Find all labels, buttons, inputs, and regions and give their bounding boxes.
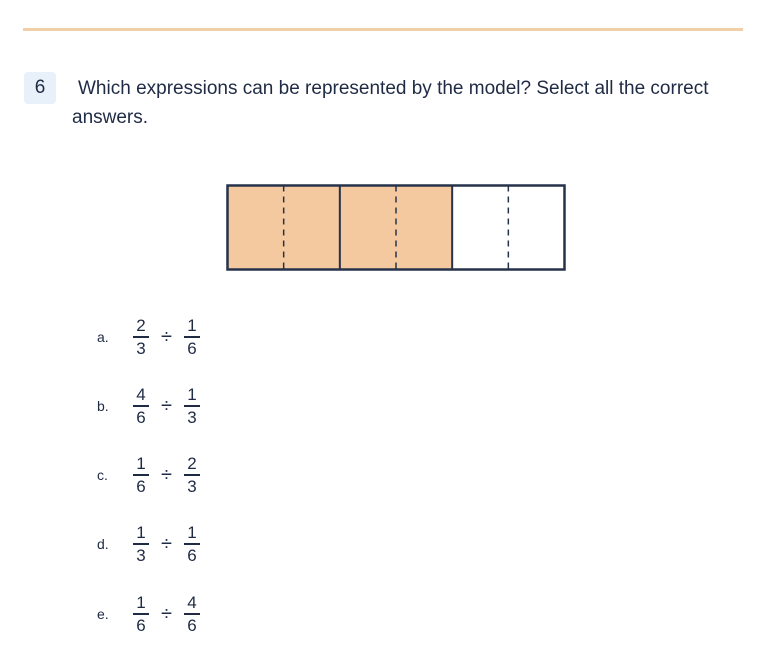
shaded-part: [340, 186, 396, 270]
left-fraction: [131, 317, 151, 357]
numerator: 2: [136, 316, 146, 336]
fraction-bar: [133, 474, 149, 476]
question-number: 6: [24, 72, 56, 104]
division-sign: ÷: [161, 325, 172, 348]
right-fraction: [182, 455, 202, 495]
option-letter: b.: [97, 398, 109, 414]
option-letter: e.: [97, 606, 109, 622]
numerator: 1: [187, 385, 197, 405]
option-c[interactable]: [97, 455, 202, 495]
shaded-part: [284, 186, 340, 270]
shaded-part: [396, 186, 452, 270]
denominator: 6: [136, 615, 146, 635]
left-fraction: [131, 386, 151, 426]
option-b[interactable]: [97, 386, 202, 426]
fraction-bar: [184, 613, 200, 615]
right-fraction: [182, 317, 202, 357]
numerator: 1: [187, 316, 197, 336]
numerator: 1: [136, 593, 146, 613]
fraction-bar: [184, 405, 200, 407]
fraction-bar: [133, 613, 149, 615]
denominator: 6: [187, 338, 197, 358]
denominator: 3: [136, 545, 146, 565]
question-text-line1: Which expressions can be represented by the model? Select all the correct: [78, 78, 709, 99]
numerator: 1: [136, 454, 146, 474]
top-divider: [23, 28, 743, 31]
denominator: 6: [187, 545, 197, 565]
denominator: 6: [187, 615, 197, 635]
option-letter: a.: [97, 329, 109, 345]
division-sign: ÷: [161, 602, 172, 625]
division-sign: ÷: [161, 463, 172, 486]
denominator: 6: [136, 407, 146, 427]
left-fraction: [131, 594, 151, 634]
numerator: 1: [187, 523, 197, 543]
denominator: 3: [187, 476, 197, 496]
denominator: 6: [136, 476, 146, 496]
question-text: [72, 74, 742, 132]
unshaded-part: [452, 186, 508, 270]
division-sign: ÷: [161, 532, 172, 555]
left-fraction: [131, 455, 151, 495]
option-e[interactable]: [97, 594, 202, 634]
right-fraction: [182, 594, 202, 634]
fraction-bar: [133, 336, 149, 338]
shaded-part: [228, 186, 284, 270]
fraction-bar: [184, 474, 200, 476]
denominator: 3: [136, 338, 146, 358]
numerator: 4: [187, 593, 197, 613]
fraction-bar: [133, 405, 149, 407]
option-letter: d.: [97, 536, 109, 552]
division-sign: ÷: [161, 394, 172, 417]
right-fraction: [182, 386, 202, 426]
left-fraction: [131, 524, 151, 564]
fraction-bar: [184, 336, 200, 338]
option-d[interactable]: [97, 524, 202, 564]
unshaded-part: [508, 186, 564, 270]
fraction-bar: [184, 543, 200, 545]
option-a[interactable]: [97, 317, 202, 357]
option-letter: c.: [97, 467, 108, 483]
question-text-line2: answers.: [72, 107, 149, 128]
numerator: 1: [136, 523, 146, 543]
denominator: 3: [187, 407, 197, 427]
numerator: 4: [136, 385, 146, 405]
right-fraction: [182, 524, 202, 564]
fraction-model: [226, 184, 566, 272]
numerator: 2: [187, 454, 197, 474]
fraction-bar: [133, 543, 149, 545]
